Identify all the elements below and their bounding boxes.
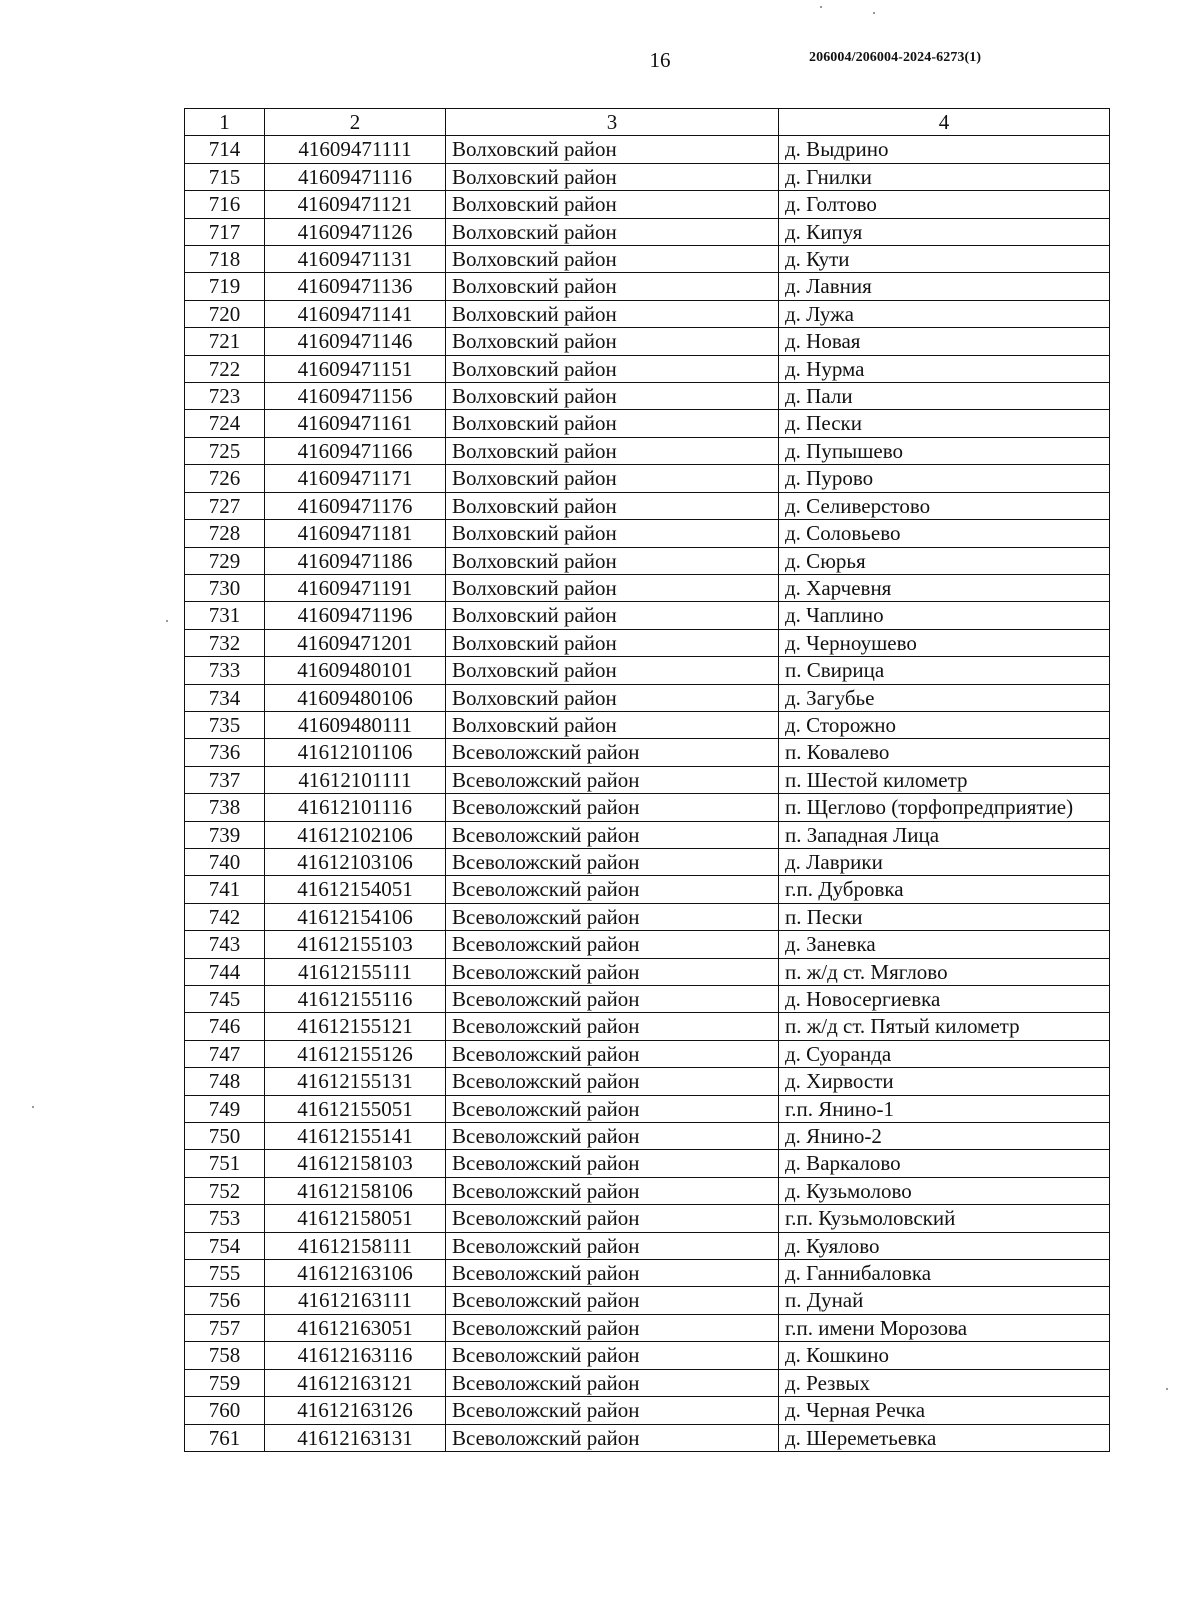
district-cell: Волховский район: [446, 355, 779, 382]
settlement-cell: д. Гнилки: [779, 163, 1110, 190]
settlement-cell: д. Кошкино: [779, 1342, 1110, 1369]
row-number-cell: 755: [185, 1260, 265, 1287]
settlement-cell: д. Черная Речка: [779, 1397, 1110, 1424]
table-row: [185, 410, 1110, 437]
district-cell: Всеволожский район: [446, 1068, 779, 1095]
table-row: [185, 848, 1110, 875]
row-number-cell: 722: [185, 355, 265, 382]
settlement-cell: д. Загубье: [779, 684, 1110, 711]
table-row: [185, 766, 1110, 793]
scan-speck: [820, 6, 822, 8]
settlement-cell: д. Сюрья: [779, 547, 1110, 574]
settlement-cell: д. Кути: [779, 246, 1110, 273]
row-number-cell: 748: [185, 1068, 265, 1095]
row-number-cell: 735: [185, 711, 265, 738]
row-number-cell: 731: [185, 602, 265, 629]
oktmo-code-cell: 41612103106: [265, 848, 446, 875]
row-number-cell: 737: [185, 766, 265, 793]
table-row: [185, 1424, 1110, 1451]
oktmo-code-cell: 41612155111: [265, 958, 446, 985]
oktmo-code-cell: 41609471146: [265, 328, 446, 355]
row-number-cell: 740: [185, 848, 265, 875]
row-number-cell: 729: [185, 547, 265, 574]
district-cell: Волховский район: [446, 657, 779, 684]
settlement-cell: д. Нурма: [779, 355, 1110, 382]
table-row: [185, 1369, 1110, 1396]
row-number-cell: 734: [185, 684, 265, 711]
table-row: [185, 931, 1110, 958]
table-row: [185, 1397, 1110, 1424]
table-row: [185, 602, 1110, 629]
oktmo-code-cell: 41612155131: [265, 1068, 446, 1095]
district-cell: Всеволожский район: [446, 1260, 779, 1287]
district-cell: Волховский район: [446, 383, 779, 410]
district-cell: Всеволожский район: [446, 766, 779, 793]
oktmo-code-cell: 41609480101: [265, 657, 446, 684]
district-cell: Всеволожский район: [446, 1095, 779, 1122]
table-row: [185, 1205, 1110, 1232]
district-cell: Всеволожский район: [446, 903, 779, 930]
oktmo-code-cell: 41609471116: [265, 163, 446, 190]
settlement-cell: д. Пали: [779, 383, 1110, 410]
settlement-cell: г.п. Дубровка: [779, 876, 1110, 903]
row-number-cell: 757: [185, 1314, 265, 1341]
settlement-cell: п. Ковалево: [779, 739, 1110, 766]
settlement-cell: д. Кузьмолово: [779, 1177, 1110, 1204]
settlement-cell: д. Голтово: [779, 191, 1110, 218]
oktmo-code-cell: 41609471191: [265, 574, 446, 601]
oktmo-code-cell: 41612163106: [265, 1260, 446, 1287]
column-header: 3: [446, 109, 779, 136]
settlement-cell: д. Резвых: [779, 1369, 1110, 1396]
settlement-cell: п. Западная Лица: [779, 821, 1110, 848]
row-number-cell: 743: [185, 931, 265, 958]
oktmo-code-cell: 41612163121: [265, 1369, 446, 1396]
settlement-cell: г.п. Янино-1: [779, 1095, 1110, 1122]
table-row: [185, 1287, 1110, 1314]
scan-speck: [166, 620, 168, 622]
oktmo-code-cell: 41612163111: [265, 1287, 446, 1314]
district-cell: Всеволожский район: [446, 931, 779, 958]
settlement-cell: д. Новосергиевка: [779, 986, 1110, 1013]
settlement-cell: д. Куялово: [779, 1232, 1110, 1259]
district-cell: Всеволожский район: [446, 1397, 779, 1424]
row-number-cell: 745: [185, 986, 265, 1013]
district-cell: Волховский район: [446, 520, 779, 547]
district-cell: Всеволожский район: [446, 1369, 779, 1396]
table-row: [185, 1013, 1110, 1040]
row-number-cell: 723: [185, 383, 265, 410]
district-cell: Волховский район: [446, 246, 779, 273]
district-cell: Волховский район: [446, 629, 779, 656]
row-number-cell: 750: [185, 1123, 265, 1150]
row-number-cell: 747: [185, 1040, 265, 1067]
table-row: [185, 1260, 1110, 1287]
settlement-cell: д. Лужа: [779, 300, 1110, 327]
oktmo-code-cell: 41612163116: [265, 1342, 446, 1369]
row-number-cell: 724: [185, 410, 265, 437]
table-row: [185, 1068, 1110, 1095]
row-number-cell: 715: [185, 163, 265, 190]
oktmo-code-cell: 41609471161: [265, 410, 446, 437]
district-cell: Волховский район: [446, 300, 779, 327]
settlement-cell: д. Пески: [779, 410, 1110, 437]
district-cell: Волховский район: [446, 574, 779, 601]
row-number-cell: 732: [185, 629, 265, 656]
table-row: [185, 300, 1110, 327]
district-cell: Всеволожский район: [446, 1232, 779, 1259]
row-number-cell: 733: [185, 657, 265, 684]
district-cell: Всеволожский район: [446, 794, 779, 821]
scan-speck: [32, 1106, 34, 1108]
table-body: [185, 136, 1110, 1452]
table-row: [185, 958, 1110, 985]
settlement-cell: г.п. имени Морозова: [779, 1314, 1110, 1341]
settlement-cell: д. Выдрино: [779, 136, 1110, 163]
oktmo-code-cell: 41609471201: [265, 629, 446, 656]
district-cell: Волховский район: [446, 465, 779, 492]
table-header-row: [185, 109, 1110, 136]
settlement-cell: п. Шестой километр: [779, 766, 1110, 793]
district-cell: Волховский район: [446, 711, 779, 738]
settlement-cell: д. Харчевня: [779, 574, 1110, 601]
oktmo-code-cell: 41609471156: [265, 383, 446, 410]
table-row: [185, 465, 1110, 492]
oktmo-code-cell: 41612101116: [265, 794, 446, 821]
settlement-cell: г.п. Кузьмоловский: [779, 1205, 1110, 1232]
district-cell: Всеволожский район: [446, 1342, 779, 1369]
table-row: [185, 1177, 1110, 1204]
table-row: [185, 739, 1110, 766]
settlement-cell: д. Шереметьевка: [779, 1424, 1110, 1451]
row-number-cell: 753: [185, 1205, 265, 1232]
column-header: 1: [185, 109, 265, 136]
oktmo-code-cell: 41609471151: [265, 355, 446, 382]
oktmo-code-cell: 41612102106: [265, 821, 446, 848]
oktmo-code-cell: 41612155141: [265, 1123, 446, 1150]
oktmo-code-cell: 41609471181: [265, 520, 446, 547]
row-number-cell: 756: [185, 1287, 265, 1314]
district-cell: Всеволожский район: [446, 1123, 779, 1150]
oktmo-code-cell: 41609471126: [265, 218, 446, 245]
page-number: 16: [649, 48, 671, 72]
row-number-cell: 754: [185, 1232, 265, 1259]
document-id: 206004/206004-2024-6273(1): [809, 50, 982, 65]
district-cell: Всеволожский район: [446, 848, 779, 875]
oktmo-code-cell: 41612155116: [265, 986, 446, 1013]
oktmo-code-cell: 41609480111: [265, 711, 446, 738]
oktmo-code-cell: 41609471121: [265, 191, 446, 218]
row-number-cell: 739: [185, 821, 265, 848]
oktmo-code-cell: 41612101111: [265, 766, 446, 793]
row-number-cell: 727: [185, 492, 265, 519]
district-cell: Волховский район: [446, 328, 779, 355]
table-row: [185, 383, 1110, 410]
settlement-cell: д. Пупышево: [779, 437, 1110, 464]
table-row: [185, 876, 1110, 903]
row-number-cell: 718: [185, 246, 265, 273]
table-row: [185, 794, 1110, 821]
district-cell: Всеволожский район: [446, 986, 779, 1013]
row-number-cell: 746: [185, 1013, 265, 1040]
settlement-cell: д. Янино-2: [779, 1123, 1110, 1150]
settlement-cell: п. ж/д ст. Мяглово: [779, 958, 1110, 985]
oktmo-code-cell: 41609471166: [265, 437, 446, 464]
oktmo-code-cell: 41612155126: [265, 1040, 446, 1067]
district-cell: Всеволожский район: [446, 1424, 779, 1451]
oktmo-code-cell: 41612154051: [265, 876, 446, 903]
table-row: [185, 629, 1110, 656]
settlement-cell: д. Чаплино: [779, 602, 1110, 629]
settlement-cell: д. Суоранда: [779, 1040, 1110, 1067]
table-row: [185, 355, 1110, 382]
settlement-cell: д. Селиверстово: [779, 492, 1110, 519]
district-cell: Волховский район: [446, 273, 779, 300]
oktmo-code-cell: 41612158103: [265, 1150, 446, 1177]
district-cell: Всеволожский район: [446, 1314, 779, 1341]
oktmo-code-cell: 41609480106: [265, 684, 446, 711]
settlement-cell: п. Дунай: [779, 1287, 1110, 1314]
table-row: [185, 218, 1110, 245]
table-row: [185, 657, 1110, 684]
table-row: [185, 1095, 1110, 1122]
oktmo-code-cell: 41609471171: [265, 465, 446, 492]
oktmo-code-cell: 41609471131: [265, 246, 446, 273]
row-number-cell: 758: [185, 1342, 265, 1369]
oktmo-code-cell: 41609471141: [265, 300, 446, 327]
table-row: [185, 163, 1110, 190]
table-row: [185, 492, 1110, 519]
oktmo-code-cell: 41612163051: [265, 1314, 446, 1341]
scan-speck: [1166, 1388, 1168, 1390]
district-cell: Всеволожский район: [446, 1013, 779, 1040]
settlement-cell: д. Сторожно: [779, 711, 1110, 738]
table-row: [185, 520, 1110, 547]
row-number-cell: 760: [185, 1397, 265, 1424]
table-row: [185, 684, 1110, 711]
row-number-cell: 751: [185, 1150, 265, 1177]
oktmo-code-cell: 41612158106: [265, 1177, 446, 1204]
table-row: [185, 574, 1110, 601]
settlement-cell: д. Новая: [779, 328, 1110, 355]
settlement-cell: д. Лавния: [779, 273, 1110, 300]
column-header: 2: [265, 109, 446, 136]
table-row: [185, 1314, 1110, 1341]
oktmo-code-cell: 41612155121: [265, 1013, 446, 1040]
settlements-table: [184, 108, 1110, 1452]
district-cell: Волховский район: [446, 602, 779, 629]
row-number-cell: 741: [185, 876, 265, 903]
row-number-cell: 730: [185, 574, 265, 601]
settlement-cell: д. Пурово: [779, 465, 1110, 492]
table-row: [185, 191, 1110, 218]
row-number-cell: 749: [185, 1095, 265, 1122]
table-row: [185, 903, 1110, 930]
oktmo-code-cell: 41612158111: [265, 1232, 446, 1259]
table-row: [185, 136, 1110, 163]
oktmo-code-cell: 41612154106: [265, 903, 446, 930]
oktmo-code-cell: 41612158051: [265, 1205, 446, 1232]
scan-speck: [873, 12, 875, 14]
row-number-cell: 714: [185, 136, 265, 163]
district-cell: Волховский район: [446, 492, 779, 519]
row-number-cell: 738: [185, 794, 265, 821]
row-number-cell: 728: [185, 520, 265, 547]
table-row: [185, 328, 1110, 355]
settlement-cell: д. Кипуя: [779, 218, 1110, 245]
district-cell: Всеволожский район: [446, 1177, 779, 1204]
row-number-cell: 717: [185, 218, 265, 245]
district-cell: Всеволожский район: [446, 821, 779, 848]
table-row: [185, 1150, 1110, 1177]
settlement-cell: д. Черноушево: [779, 629, 1110, 656]
row-number-cell: 742: [185, 903, 265, 930]
district-cell: Всеволожский район: [446, 1287, 779, 1314]
oktmo-code-cell: 41612163131: [265, 1424, 446, 1451]
settlement-cell: п. Щеглово (торфопредприятие): [779, 794, 1110, 821]
row-number-cell: 721: [185, 328, 265, 355]
district-cell: Всеволожский район: [446, 1040, 779, 1067]
table-row: [185, 1232, 1110, 1259]
row-number-cell: 761: [185, 1424, 265, 1451]
settlement-cell: п. Свирица: [779, 657, 1110, 684]
oktmo-code-cell: 41612101106: [265, 739, 446, 766]
settlement-cell: п. Пески: [779, 903, 1110, 930]
table-row: [185, 711, 1110, 738]
settlement-cell: д. Лаврики: [779, 848, 1110, 875]
district-cell: Волховский район: [446, 410, 779, 437]
district-cell: Всеволожский район: [446, 876, 779, 903]
district-cell: Волховский район: [446, 136, 779, 163]
district-cell: Всеволожский район: [446, 958, 779, 985]
row-number-cell: 726: [185, 465, 265, 492]
row-number-cell: 736: [185, 739, 265, 766]
row-number-cell: 744: [185, 958, 265, 985]
table-row: [185, 1123, 1110, 1150]
table-row: [185, 821, 1110, 848]
settlement-cell: д. Варкалово: [779, 1150, 1110, 1177]
table-row: [185, 273, 1110, 300]
row-number-cell: 759: [185, 1369, 265, 1396]
column-header: 4: [779, 109, 1110, 136]
table-row: [185, 986, 1110, 1013]
settlement-cell: д. Соловьево: [779, 520, 1110, 547]
oktmo-code-cell: 41609471136: [265, 273, 446, 300]
district-cell: Волховский район: [446, 191, 779, 218]
table-row: [185, 1040, 1110, 1067]
row-number-cell: 716: [185, 191, 265, 218]
oktmo-code-cell: 41609471176: [265, 492, 446, 519]
oktmo-code-cell: 41612155103: [265, 931, 446, 958]
oktmo-code-cell: 41609471196: [265, 602, 446, 629]
district-cell: Волховский район: [446, 437, 779, 464]
oktmo-code-cell: 41609471186: [265, 547, 446, 574]
district-cell: Всеволожский район: [446, 739, 779, 766]
settlement-cell: д. Хирвости: [779, 1068, 1110, 1095]
row-number-cell: 720: [185, 300, 265, 327]
oktmo-code-cell: 41609471111: [265, 136, 446, 163]
table-row: [185, 1342, 1110, 1369]
settlement-cell: д. Ганнибаловка: [779, 1260, 1110, 1287]
settlement-cell: п. ж/д ст. Пятый километр: [779, 1013, 1110, 1040]
table-row: [185, 246, 1110, 273]
district-cell: Всеволожский район: [446, 1150, 779, 1177]
settlement-cell: д. Заневка: [779, 931, 1110, 958]
row-number-cell: 752: [185, 1177, 265, 1204]
row-number-cell: 725: [185, 437, 265, 464]
district-cell: Волховский район: [446, 547, 779, 574]
row-number-cell: 719: [185, 273, 265, 300]
table-row: [185, 437, 1110, 464]
district-cell: Всеволожский район: [446, 1205, 779, 1232]
district-cell: Волховский район: [446, 218, 779, 245]
oktmo-code-cell: 41612155051: [265, 1095, 446, 1122]
district-cell: Волховский район: [446, 684, 779, 711]
district-cell: Волховский район: [446, 163, 779, 190]
oktmo-code-cell: 41612163126: [265, 1397, 446, 1424]
table-row: [185, 547, 1110, 574]
